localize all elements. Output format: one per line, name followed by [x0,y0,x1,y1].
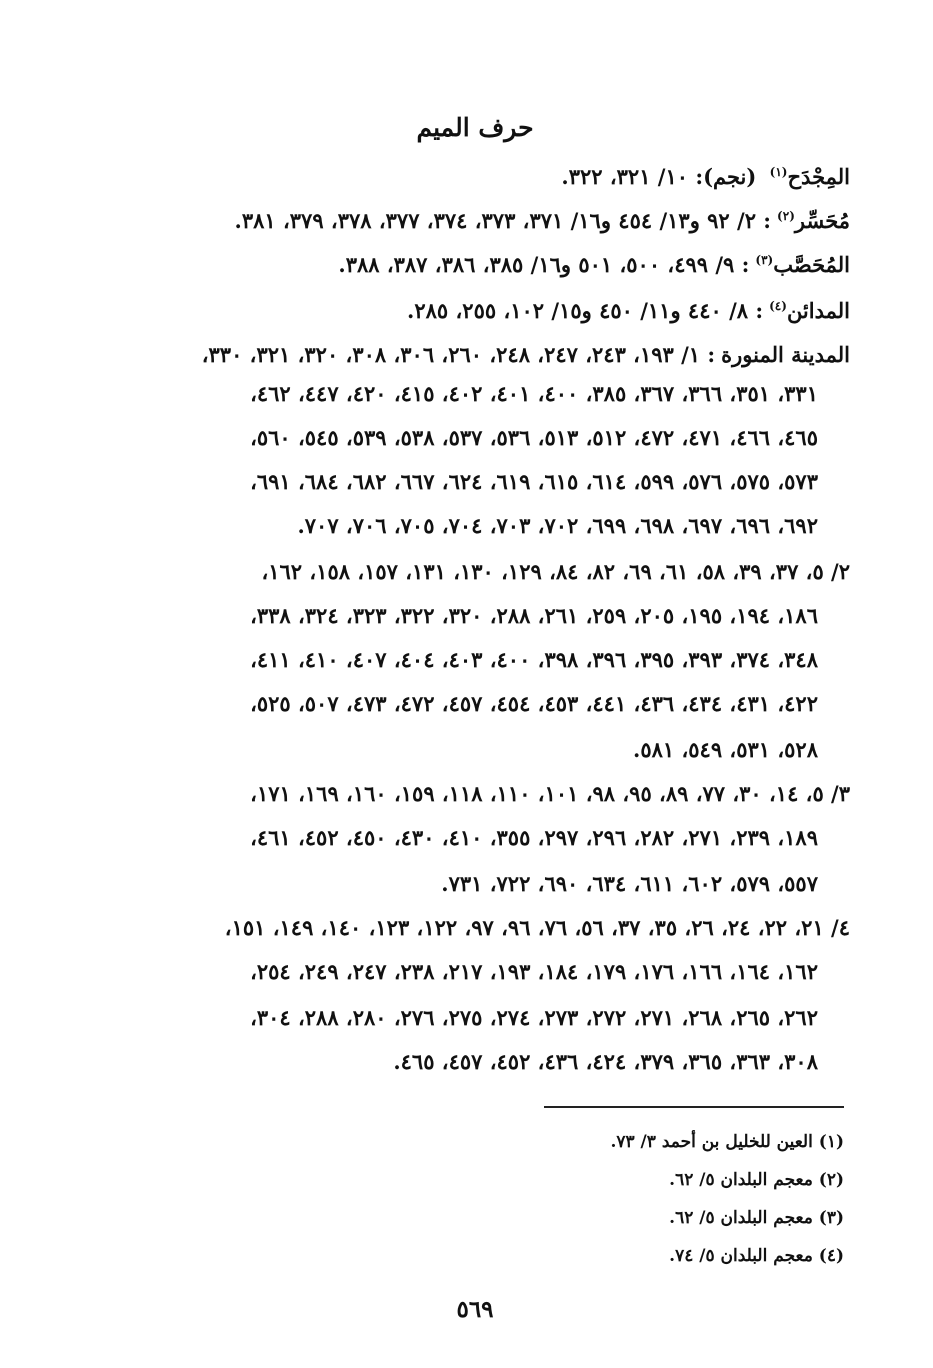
page-number: ٥٦٩ [456,1296,494,1323]
continuation-line: ٦٩٢، ٦٩٦، ٦٩٧، ٦٩٨، ٦٩٩، ٧٠٢، ٧٠٣، ٧٠٤، ٧٠٥، ٧٠٦، ٧٠٧. [297,513,818,538]
entry-name: المِجْدَح$^{(١)}$ [769,164,850,189]
section-heading: حرف الميم [416,113,534,142]
footnote: (٢) معجم البلدان ٥/ ٦٢. [669,1170,844,1190]
continuation-line: ١٨٩، ٢٣٩، ٢٧١، ٢٨٢، ٢٩٦، ٢٩٧، ٣٥٥، ٤١٠، ٤٣٠، ٤٥٠، ٤٥٢، ٤٦١، [250,825,818,850]
document-page [100,0,850,1368]
entry-refs: : ٩/ ٤٩٩، ٥٠٠، ٥٠١ و١٦/ ٣٨٥، ٣٨٦، ٣٨٧، ٣٨٨. [338,252,750,277]
continuation-line: ٢٦٢، ٢٦٥، ٢٦٨، ٢٧١، ٢٧٢، ٢٧٣، ٢٧٤، ٢٧٥، ٢٧٦، ٢٨٠، ٢٨٨، ٣٠٤، [250,1005,818,1030]
footnote: (٤) معجم البلدان ٥/ ٧٤. [669,1246,844,1266]
footnote-ref: (٣) [755,253,774,267]
continuation-line: ٥٧٣، ٥٧٥، ٥٧٦، ٥٩٩، ٦١٤، ٦١٥، ٦١٩، ٦٢٤، ٦٦٧، ٦٨٢، ٦٨٤، ٦٩١، [250,469,818,494]
entry-name: المُحَصَّب$^{(٣)}$ [755,252,850,277]
index-entry [100,238,850,282]
footnote-ref: (٤) [769,299,787,313]
index-entry [100,284,850,328]
footnote-separator [544,1106,844,1108]
continuation-line: ٣٤٨، ٣٧٤، ٣٩٣، ٣٩٥، ٣٩٦، ٣٩٨، ٤٠٠، ٤٠٣، ٤٠٤، ٤٠٧، ٤١٠، ٤١١، [250,647,818,672]
entry-refs: : ٢/ ٩٢ و١٣/ ٤٥٤ و١٦/ ٣٧١، ٣٧٣، ٣٧٤، ٣٧٧، ٣٧٨، ٣٧٩، ٣٨١. [234,208,772,233]
index-entry [100,194,850,238]
continuation-line: ٥٢٨، ٥٣١، ٥٤٩، ٥٨١. [633,737,818,762]
entry-name: المدينة المنورة [721,342,850,367]
index-entry [100,328,850,372]
entry-name: مُحَسِّر$^{(٢)}$ [777,208,850,233]
continuation-line: ٤٦٥، ٤٦٦، ٤٧١، ٤٧٢، ٥١٢، ٥١٣، ٥٣٦، ٥٣٧، ٥٣٨، ٥٣٩، ٥٤٥، ٥٦٠، [250,425,818,450]
entry-name: المدائن$^{(٤)}$ [769,298,850,323]
footnote: (٣) معجم البلدان ٥/ ٦٢. [669,1208,844,1228]
entry-refs: (نجم): ١٠/ ٣٢١، ٣٢٢. [561,164,764,189]
continuation-line: ٥٥٧، ٥٧٩، ٦٠٢، ٦١١، ٦٣٤، ٦٩٠، ٧٢٢، ٧٣١. [441,871,818,896]
continuation-line: ٣٣١، ٣٥١، ٣٦٦، ٣٦٧، ٣٨٥، ٤٠٠، ٤٠١، ٤٠٢، ٤١٥، ٤٢٠، ٤٤٧، ٤٦٢، [250,381,818,406]
continuation-line: ٣٠٨، ٣٦٣، ٣٦٥، ٣٧٩، ٤٢٤، ٤٣٦، ٤٥٢، ٤٥٧، ٤٦٥. [393,1049,818,1074]
continuation-line: ١٦٢، ١٦٤، ١٦٦، ١٧٦، ١٧٩، ١٨٤، ١٩٣، ٢١٧، ٢٣٨، ٢٤٧، ٢٤٩، ٢٥٤، [250,959,818,984]
footnote-ref: (١) [769,165,788,179]
continuation-line: ١٨٦، ١٩٤، ١٩٥، ٢٠٥، ٢٥٩، ٢٦١، ٢٨٨، ٣٢٠، ٣٢٢، ٣٢٣، ٣٢٤، ٣٣٨، [250,603,818,628]
continuation-line: ٤٢٢، ٤٣١، ٤٣٤، ٤٣٦، ٤٤١، ٤٥٣، ٤٥٤، ٤٥٧، ٤٧٢، ٤٧٣، ٥٠٧، ٥٢٥، [250,691,818,716]
entry-refs: : ١/ ١٩٣، ٢٤٣، ٢٤٧، ٢٤٨، ٢٦٠، ٣٠٦، ٣٠٨، ٣٢٠، ٣٢١، ٣٣٠، [201,342,716,367]
volume-line: ٢/ ٥، ٣٧، ٣٩، ٥٨، ٦١، ٦٩، ٨٢، ٨٤، ١٢٩، ١٣٠، ١٣١، ١٥٧، ١٥٨، ١٦٢، [261,559,850,584]
footnote-ref: (٢) [777,209,795,223]
footnote: (١) العين للخليل بن أحمد ٣/ ٧٣. [610,1132,844,1152]
index-entry [100,150,850,194]
entry-refs: : ٨/ ٤٤٠ و١١/ ٤٥٠ و١٥/ ١٠٢، ٢٥٥، ٢٨٥. [407,298,764,323]
volume-line: ٣/ ٥، ١٤، ٣٠، ٧٧، ٨٩، ٩٥، ٩٨، ١٠١، ١١٠، ١١٨، ١٥٩، ١٦٠، ١٦٩، ١٧١، [250,781,850,806]
volume-line: ٤/ ٢١، ٢٢، ٢٤، ٢٦، ٣٥، ٣٧، ٥٦، ٧٦، ٩٦، ٩٧، ١٢٢، ١٢٣، ١٤٠، ١٤٩، ١٥١، [224,915,850,940]
